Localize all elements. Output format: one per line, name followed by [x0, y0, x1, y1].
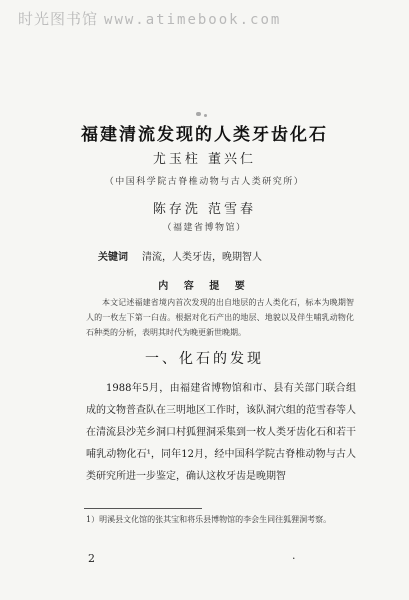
affiliation-1: （中国科学院古脊椎动物与古人类研究所）: [104, 177, 305, 187]
abstract-text: 本文记述福建省境内首次发现的出自地层的古人类化石，标本为晚期智人的一枚左下第一臼齿。根据对化石产出的地层、地貌以及伴生哺乳动物化石种类的分析，表明其时代为晚更新世晚期。: [86, 298, 354, 337]
section-heading: 一、化石的发现: [145, 351, 264, 367]
keywords: [98, 248, 262, 263]
authors-line-2: 陈存洗 范雪春: [152, 202, 257, 217]
page-number: 2: [88, 552, 95, 565]
body-paragraph: 1988年5月，由福建省博物馆和市、县有关部门联合组成的文物普查队在三明地区工作时，该队洞穴组的范雪春等人在清流县沙芜乡洞口村狐狸洞采集到一枚人类牙齿化石和若干哺乳动物化石¹，同年12月，经中国科学院古脊椎动物与古人类研究所进一步鉴定，确认这枚牙齿是晚期智: [86, 383, 356, 482]
print-smudge: [196, 112, 201, 116]
footnote: 1）明溪县文化馆的张其宝和将乐县博物馆的李会生同往狐狸洞考察。: [86, 515, 332, 524]
abstract-heading: 内 容 提 要: [158, 281, 251, 292]
keywords-text: 清流，人类牙齿，晚期智人: [142, 252, 262, 263]
article-title: 福建清流发现的人类牙齿化石: [81, 125, 328, 145]
authors-line-1: 尤玉柱 董兴仁: [152, 152, 257, 167]
page-mark: ·: [292, 552, 296, 565]
watermark: [18, 8, 281, 29]
print-smudge: [204, 114, 207, 117]
watermark-site: www.atimebook.com: [104, 12, 282, 28]
watermark-brand: 时光图书馆: [18, 10, 99, 28]
footnote-divider: [84, 508, 202, 509]
keywords-label: 关键词: [98, 252, 128, 263]
affiliation-2: （福建省博物馆）: [162, 223, 247, 233]
